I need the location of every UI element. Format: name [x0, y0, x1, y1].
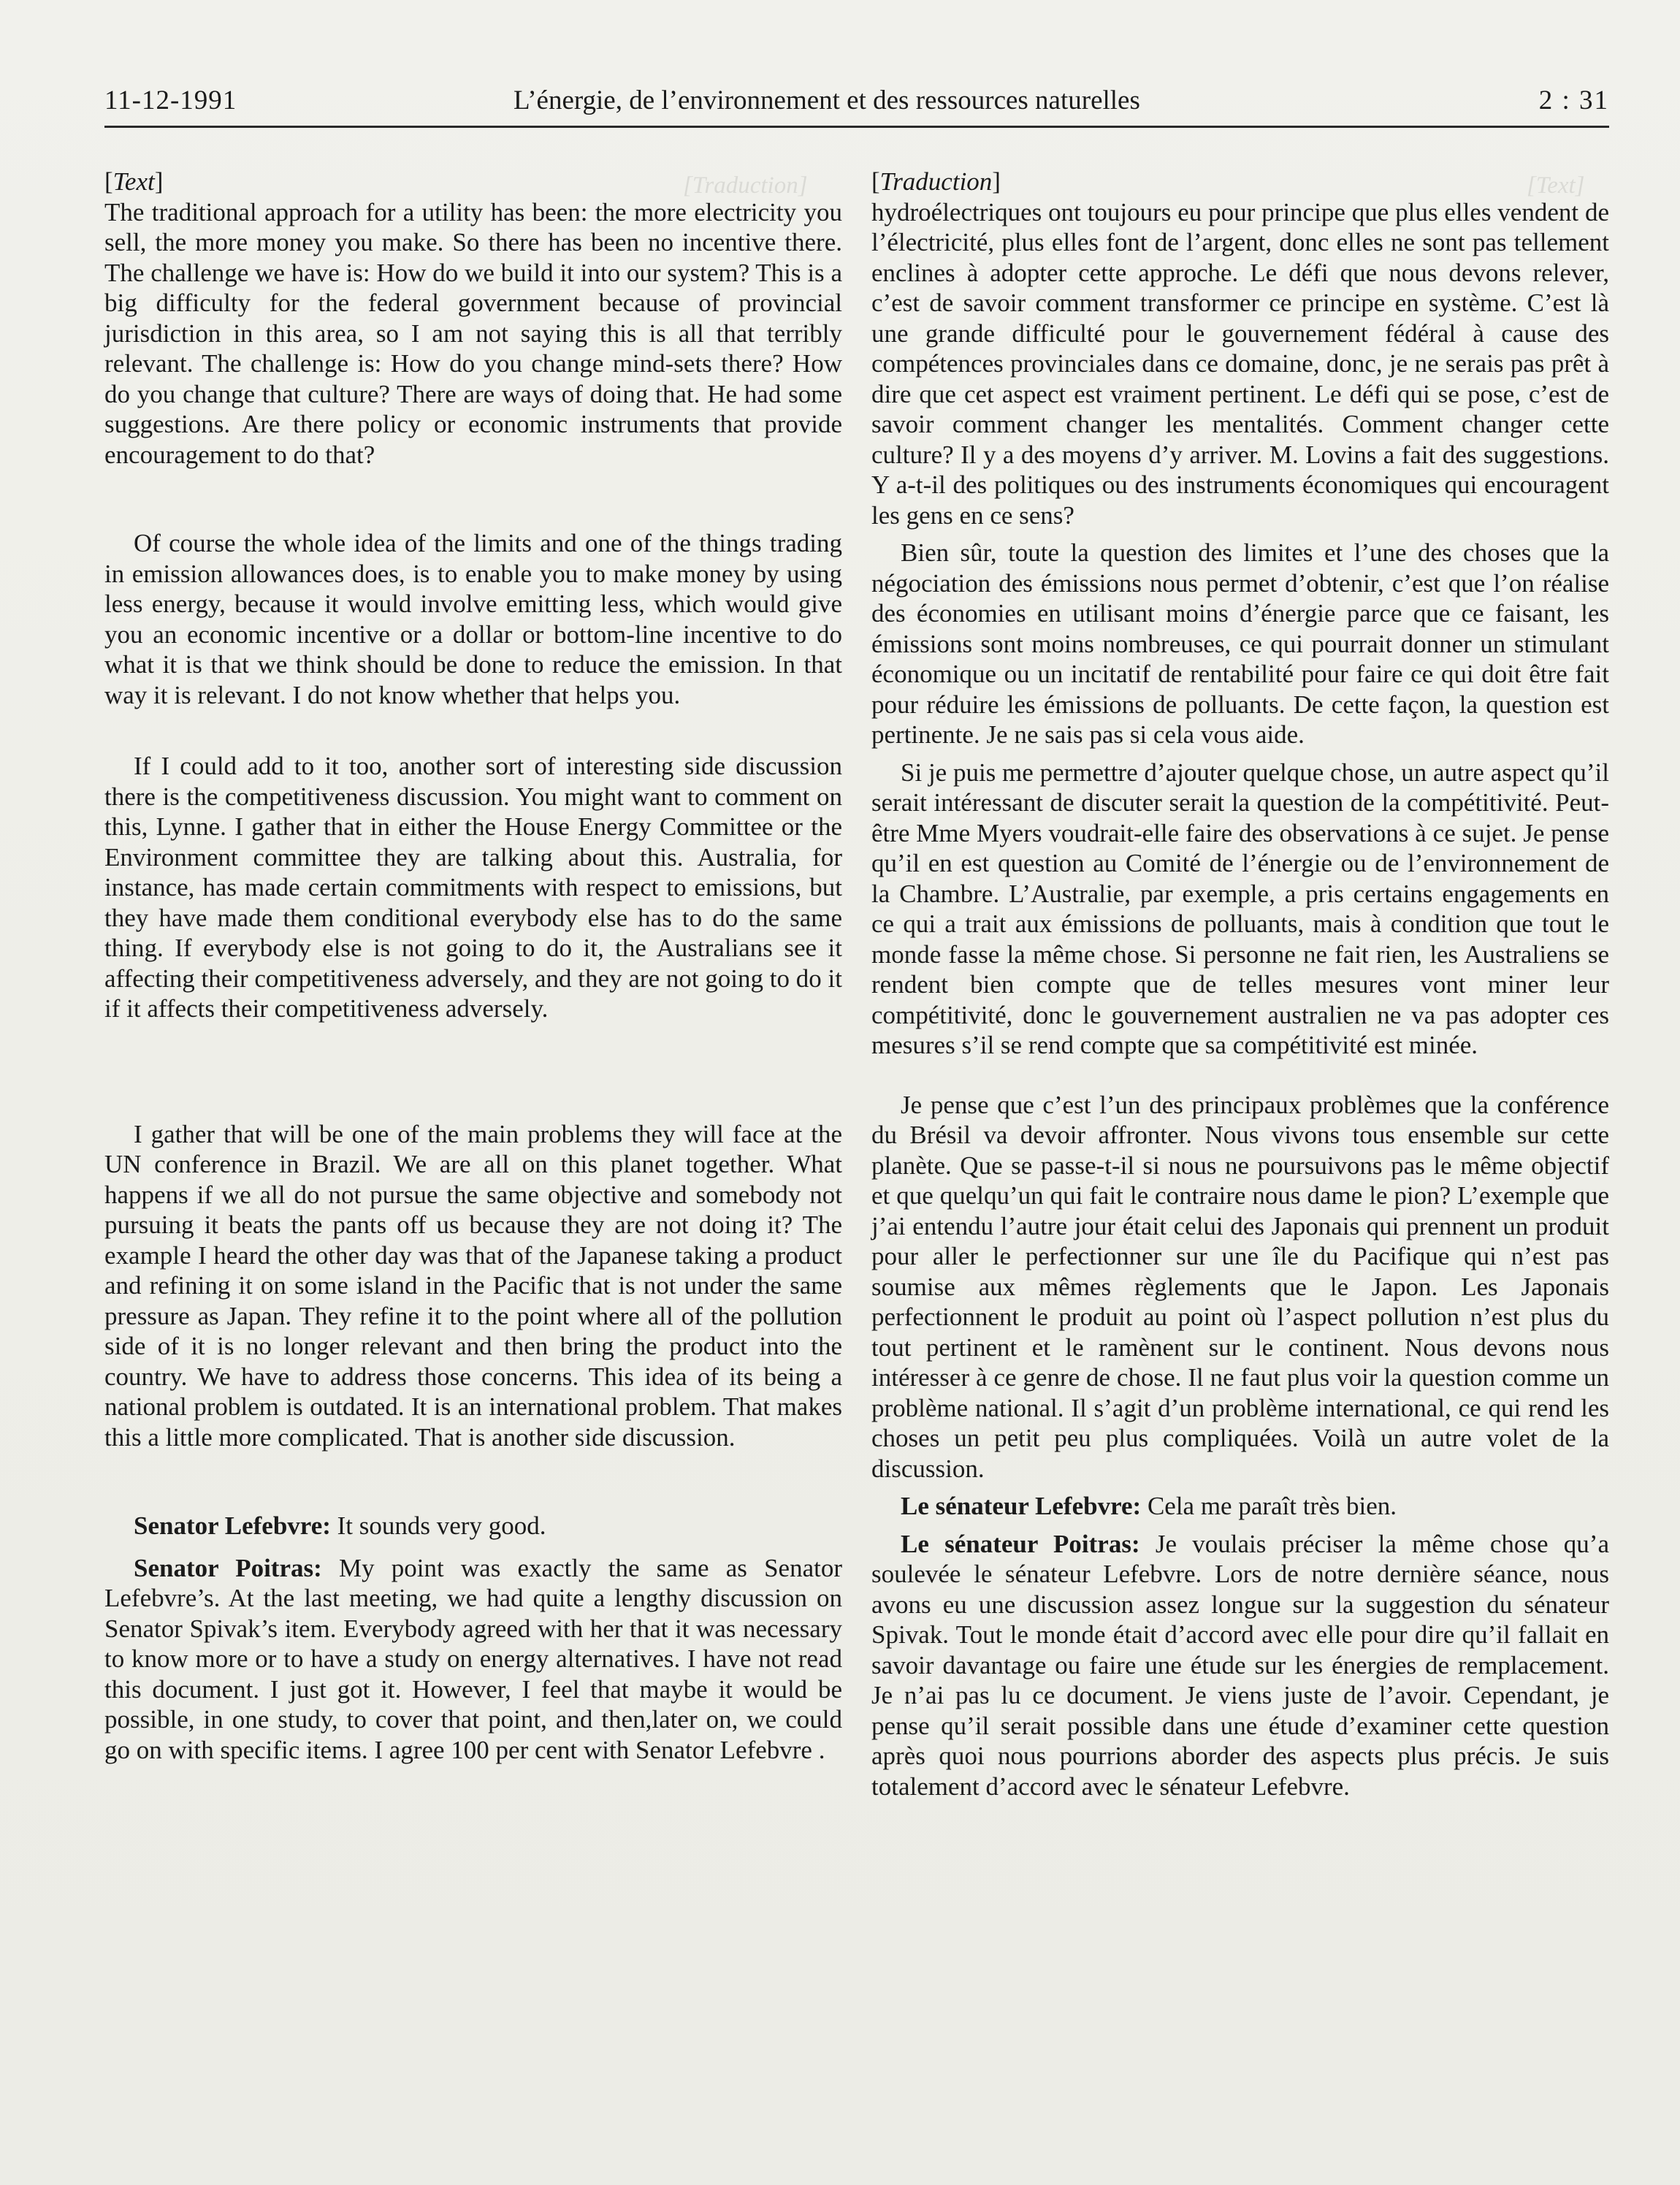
header-title: L’énergie, de l’environnement et des ressources naturelles [513, 85, 1140, 115]
paragraph: I gather that will be one of the main problems they will face at the UN conference in Brazil. We are all on this planet together. What happens if we all do not pursue the same objective and somebody not pursuing it beats the pants off us because they are not doing it? The example I heard the other day was that of the Japanese taking a product and refining it on some island in the Pacific that is not under the same pressure as Japan. They refine it to the point where all of the pollution side of it is no longer relevant and then bring the product into the country. We have to address those concerns. This idea of its being a national problem is outdated. It is an international problem. That makes this a little more complicated. That is another side discussion. [104, 1119, 842, 1452]
paragraph: If I could add to it too, another sort of interesting side discussion there is the competitiveness discussion. You might want to comment on this, Lynne. I gather that in either the House Energy Committee or the Environment committee they are talking about this. Australia, for instance, has made certain commitments with respect to emissions, but they have made them conditional everybody else has to do the same thing. If everybody else is not going to do it, the Australians see it affecting their competitiveness adversely, and they are not going to do it if it affects their competitiveness adversely. [104, 752, 842, 1023]
paragraph: The traditional approach for a utility has been: the more electricity you sell, the more money you make. So there has been no incentive there. The challenge we have is: How do we build it into our system? This is a big difficulty for the federal government because of provincial jurisdiction in this area, so I am not saying this is all that terribly relevant. The challenge is: How do you change mind-sets there? How do you change that culture? There are ways of doing that. He had some suggestions. Are there policy or economic instruments that provide encouragement to do that? [104, 197, 842, 469]
speech-text: Je voulais préciser la même chose qu’a soulevée le sénateur Lefebvre. Lors de notre dernière séance, nous avons eu une discussion assez longue sur la suggestion du sénateur Spivak. Tout le monde était d’accord avec elle pour dire qu’il fallait en savoir davantage ou faire une étude sur les énergies de remplacement. Je n’ai pas lu ce document. Je viens juste de l’avoir. Cependant, je pense qu’il serait possible dans une étude d’examiner cette question après quoi nous pourrions aborder des aspects plus précis. Je suis totalement d’accord avec le sénateur Lefebvre. [871, 1529, 1609, 1801]
speech-text: It sounds very good. [330, 1511, 546, 1540]
paragraph: Bien sûr, toute la question des limites et l’une des choses que la négociation des émissions nous permet d’obtenir, c’est que l’on réalise des économies en utilisant moins d’énergie parce que ce faisant, les émissions sont moins nombreuses, ce qui pourrait donner un stimulant économique ou un incitatif de rentabilité pour faire ce qui doit être fait pour réduire les émissions de polluants. De cette façon, la question est pertinente. Je ne sais pas si cela vous aide. [871, 538, 1609, 749]
speech-text: My point was exactly the same as Senator Lefebvre’s. At the last meeting, we had quite a lengthy discussion on Senator Spivak’s item. Everybody agreed with her that it was necessary to know more or to have a study on energy alternatives. I have not read this document. I just got it. However, I feel that maybe it would be possible, in one study, to cover that point, and then,later on, we could go on with specific items. I agree 100 per cent with Senator Lefebvre . [104, 1553, 843, 1764]
english-column [104, 167, 842, 1765]
paragraph: hydroélectriques ont toujours eu pour principe que plus elles vendent de l’électricité, plus elles font de l’argent, donc elles ne sont pas tellement enclines à adopter cette approche. Le défi que nous devons relever, c’est de savoir comment transformer ce principe en système. C’est là une grande difficulté pour le gouvernement fédéral à cause des compétences provinciales dans ce domaine, donc, je ne serais pas prêt à dire que cet aspect est vraiment pertinent. Le défi qui se pose, c’est de savoir comment changer les mentalités. Comment changer cette culture? Il y a des moyens d’y arriver. M. Lovins a fait des suggestions. Y a-t-il des politiques ou des instruments économiques qui encouragent les gens en ce sens? [871, 197, 1609, 530]
column-label: [Traduction] [871, 167, 1001, 196]
speaker-name: Senator Poitras: [134, 1553, 322, 1582]
speaker-paragraph [104, 1511, 842, 1541]
header-date: 11-12-1991 [104, 85, 237, 115]
column-label: [Text] [104, 167, 164, 196]
speaker-name: Le sénateur Lefebvre: [901, 1492, 1142, 1520]
french-column [871, 167, 1609, 1801]
speaker-paragraph [871, 1491, 1609, 1522]
paragraph: Si je puis me permettre d’ajouter quelque chose, un autre aspect qu’il serait intéressant de discuter serait la question de la compétitivité. Peut-être Mme Myers voudrait-elle faire des observations à ce sujet. Je pense qu’il en est question au Comité de l’énergie ou de l’environnement de la Chambre. L’Australie, par exemple, a pris certains engagements en ce qui a trait aux émissions de polluants, mais à condition que tout le monde fasse la même chose. Si personne ne fait rien, les Australiens se rendent bien compte que de telles mesures vont miner leur compétitivité, donc le gouvernement australien ne va pas adopter ces mesures s’il se rend compte que sa compétitivité est minée. [871, 758, 1609, 1059]
paragraph: Je pense que c’est l’un des principaux problèmes que la conférence du Brésil va devoir affronter. Nous vivons tous ensemble sur cette planète. Que se passe-t-il si nous ne poursuivons pas le même objectif et que quelqu’un qui fait le contraire nous dame le pion? L’exemple que j’ai entendu l’autre jour était celui des Japonais qui prennent un produit pour aller le perfectionner sur une île du Pacifique qui n’est pas soumise aux mêmes règlements que le Japon. Les Japonais perfectionnent le produit au point où l’aspect pollution n’est plus du tout pertinent et le ramènent sur le continent. Nous devons nous intéresser à ce genre de chose. Il ne faut plus voir la question comme un problème national. Il s’agit d’un problème international, ce qui rend les choses un petit peu plus compliquées. Voilà un autre volet de la discussion. [871, 1090, 1609, 1483]
speech-text: Cela me paraît très bien. [1141, 1492, 1397, 1520]
bleed-through-mark: [Text] [1527, 172, 1585, 199]
paragraph: Of course the whole idea of the limits and one of the things trading in emission allowances does, is to enable you to make money by using less energy, because it would involve emitting less, which would give you an economic incentive or a dollar or bottom-line incentive to do what it is that we think should be done to reduce the emission. In that way it is relevant. I do not know whether that helps you. [104, 529, 842, 709]
speaker-paragraph [104, 1553, 842, 1766]
bleed-through-mark: [Traduction] [683, 172, 808, 199]
speaker-name: Senator Lefebvre: [134, 1511, 331, 1540]
speaker-paragraph [871, 1529, 1609, 1802]
page-header [104, 82, 1609, 128]
header-page-number: 2 : 31 [1538, 85, 1609, 115]
speaker-name: Le sénateur Poitras: [901, 1529, 1140, 1558]
